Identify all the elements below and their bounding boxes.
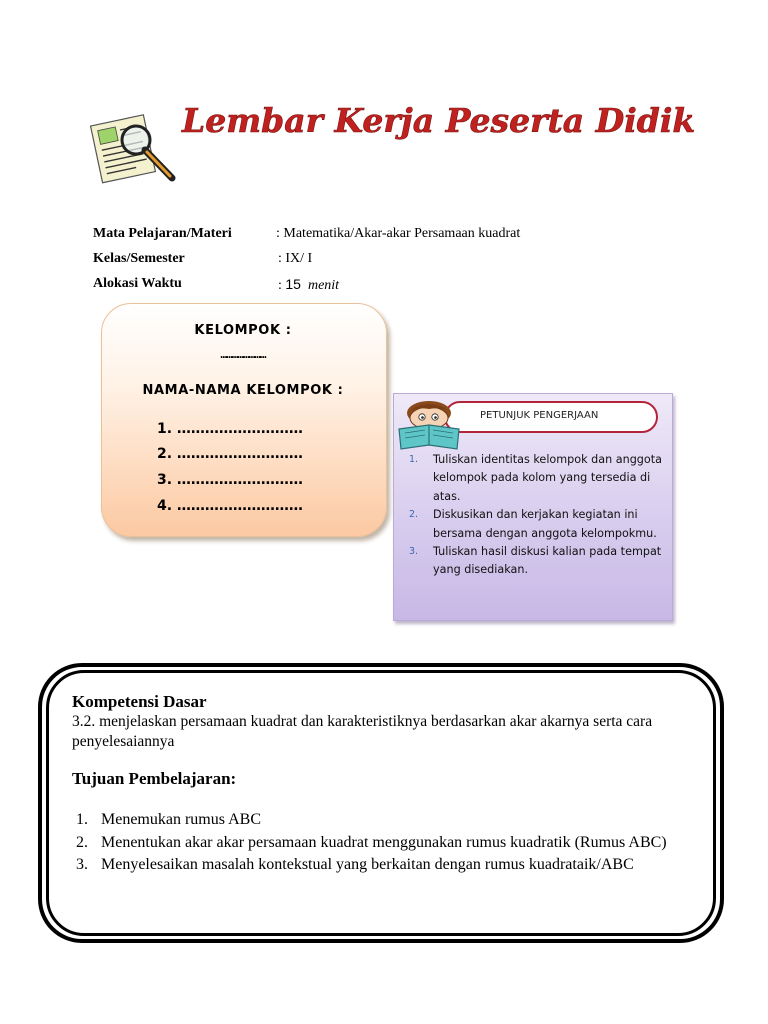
instruction-item-2 — [400, 506, 662, 543]
magnifier-document-icon — [92, 112, 182, 188]
objectives-heading: Tujuan Pembelajaran: — [72, 769, 237, 788]
objective-text: Menyelesaikan masalah kontekstual yang berkaitan dengan rumus kuadrataik/ABC — [101, 856, 634, 873]
objectives-list — [76, 809, 706, 877]
objective-text: Menentukan akar akar persamaan kuadrat menggunakan rumus kuadratik (Rumus ABC) — [101, 833, 667, 851]
objective-number: 1. — [76, 811, 88, 828]
objective-item-3 — [76, 854, 706, 877]
group-member-2: 2. ……………………… — [157, 446, 303, 462]
instruction-item-3 — [400, 543, 662, 580]
instruction-text: Tuliskan hasil diskusi kalian pada tempat yang disediakan. — [433, 545, 662, 577]
competency-heading: Kompetensi Dasar — [72, 692, 207, 711]
instruction-number: 1. — [409, 454, 419, 465]
page-title-text: Lembar Kerja Peserta Didik — [182, 101, 696, 140]
instructions-title: PETUNJUK PENGERJAAN — [480, 410, 599, 421]
group-member-4: 4. ……………………… — [157, 498, 303, 514]
boy-reading-icon — [395, 399, 477, 451]
objective-number: 3. — [76, 856, 88, 873]
class-label: Kelas/Semester — [93, 251, 185, 266]
objective-item-2 — [76, 832, 706, 855]
time-value-prefix: : — [278, 278, 286, 293]
group-member-1: 1. ……………………… — [157, 421, 303, 437]
instruction-text: Tuliskan identitas kelompok dan anggota kelompok pada kolom yang tersedia di atas. — [433, 453, 662, 503]
competency-body: 3.2. menjelaskan persamaan kuadrat dan karakteristiknya berdasarkan akar akarnya serta cara penyelesaiannya — [72, 713, 653, 750]
time-value — [278, 276, 339, 294]
page-title — [178, 90, 696, 160]
group-member-3: 3. ……………………… — [157, 472, 303, 488]
time-value-number: 15 — [285, 276, 301, 292]
time-value-unit: menit — [307, 278, 340, 293]
instruction-item-1 — [400, 451, 662, 506]
subject-value: : Matematika/Akar-akar Persamaan kuadrat — [276, 226, 521, 241]
instruction-text: Diskusikan dan kerjakan kegiatan ini bersama dengan anggota kelompokmu. — [433, 508, 657, 540]
objective-text: Menemukan rumus ABC — [101, 811, 261, 828]
instructions-list — [400, 451, 662, 580]
instruction-number: 3. — [409, 546, 419, 558]
instruction-number: 2. — [409, 509, 419, 521]
group-name-blank: …………………… — [220, 348, 266, 361]
subject-label: Mata Pelajaran/Materi — [93, 226, 232, 241]
group-members-heading: NAMA-NAMA KELOMPOK : — [142, 383, 344, 398]
objective-item-1 — [76, 809, 706, 832]
time-label: Alokasi Waktu — [93, 276, 182, 291]
group-heading: KELOMPOK : — [194, 323, 292, 338]
objective-number: 2. — [76, 833, 88, 851]
class-value: : IX/ I — [278, 251, 313, 266]
